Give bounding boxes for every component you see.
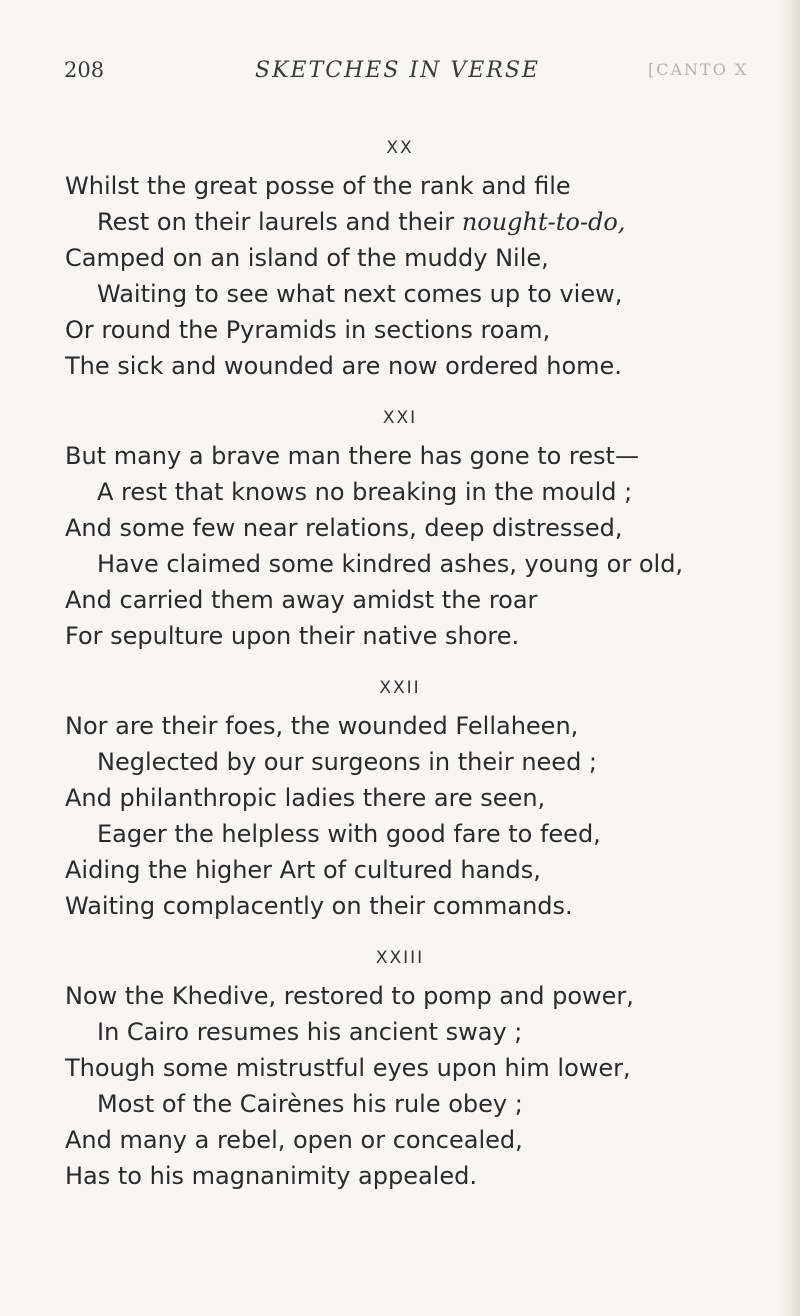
verse-line: For sepulture upon their native shore.: [65, 622, 520, 650]
verse-line: [97, 208, 625, 236]
verse-line: And philanthropic ladies there are seen,: [65, 784, 546, 812]
verse-line: A rest that knows no breaking in the mould ;: [97, 478, 633, 506]
verse-line: The sick and wounded are now ordered home.: [65, 352, 622, 380]
verse-line: Or round the Pyramids in sections roam,: [65, 316, 551, 344]
verse-line: And many a rebel, open or concealed,: [65, 1126, 523, 1154]
verse-line: Have claimed some kindred ashes, young or old,: [97, 550, 684, 578]
verse-line: Camped on an island of the muddy Nile,: [65, 244, 549, 272]
stanza-number: XXII: [379, 678, 421, 698]
verse-line: And some few near relations, deep distressed,: [65, 514, 623, 542]
italic-phrase: nought-to-do,: [461, 208, 626, 236]
verse-line: Most of the Cairènes his rule obey ;: [97, 1090, 523, 1118]
stanza-number: XXI: [382, 408, 418, 428]
verse-line: Now the Khedive, restored to pomp and power,: [65, 982, 634, 1010]
verse-line: Aiding the higher Art of cultured hands,: [65, 856, 541, 884]
verse-line: In Cairo resumes his ancient sway ;: [97, 1018, 523, 1046]
page-edge-shadow: [778, 0, 800, 1316]
verse-line: But many a brave man there has gone to rest—: [65, 442, 639, 470]
verse-line: Nor are their foes, the wounded Fellaheen,: [65, 712, 579, 740]
running-header: [64, 58, 786, 98]
page-number: 208: [64, 58, 105, 82]
verse-line: Neglected by our surgeons in their need ;: [97, 748, 598, 776]
verse-line: Eager the helpless with good fare to feed,: [97, 820, 601, 848]
verse-line: Whilst the great posse of the rank and file: [65, 172, 571, 200]
running-title: SKETCHES IN VERSE: [255, 58, 540, 83]
verse-line: Has to his magnanimity appealed.: [65, 1162, 477, 1190]
stanza-number: XX: [386, 138, 414, 158]
verse-line: And carried them away amidst the roar: [65, 586, 538, 614]
canto-label: [CANTO X: [648, 60, 749, 79]
verse-line: Though some mistrustful eyes upon him lower,: [65, 1054, 631, 1082]
verse-line: Waiting to see what next comes up to view,: [97, 280, 623, 308]
verse-line: Waiting complacently on their commands.: [65, 892, 573, 920]
stanza-number: XXIII: [375, 948, 425, 968]
verse-line-text: Rest on their laurels and their: [97, 208, 462, 236]
